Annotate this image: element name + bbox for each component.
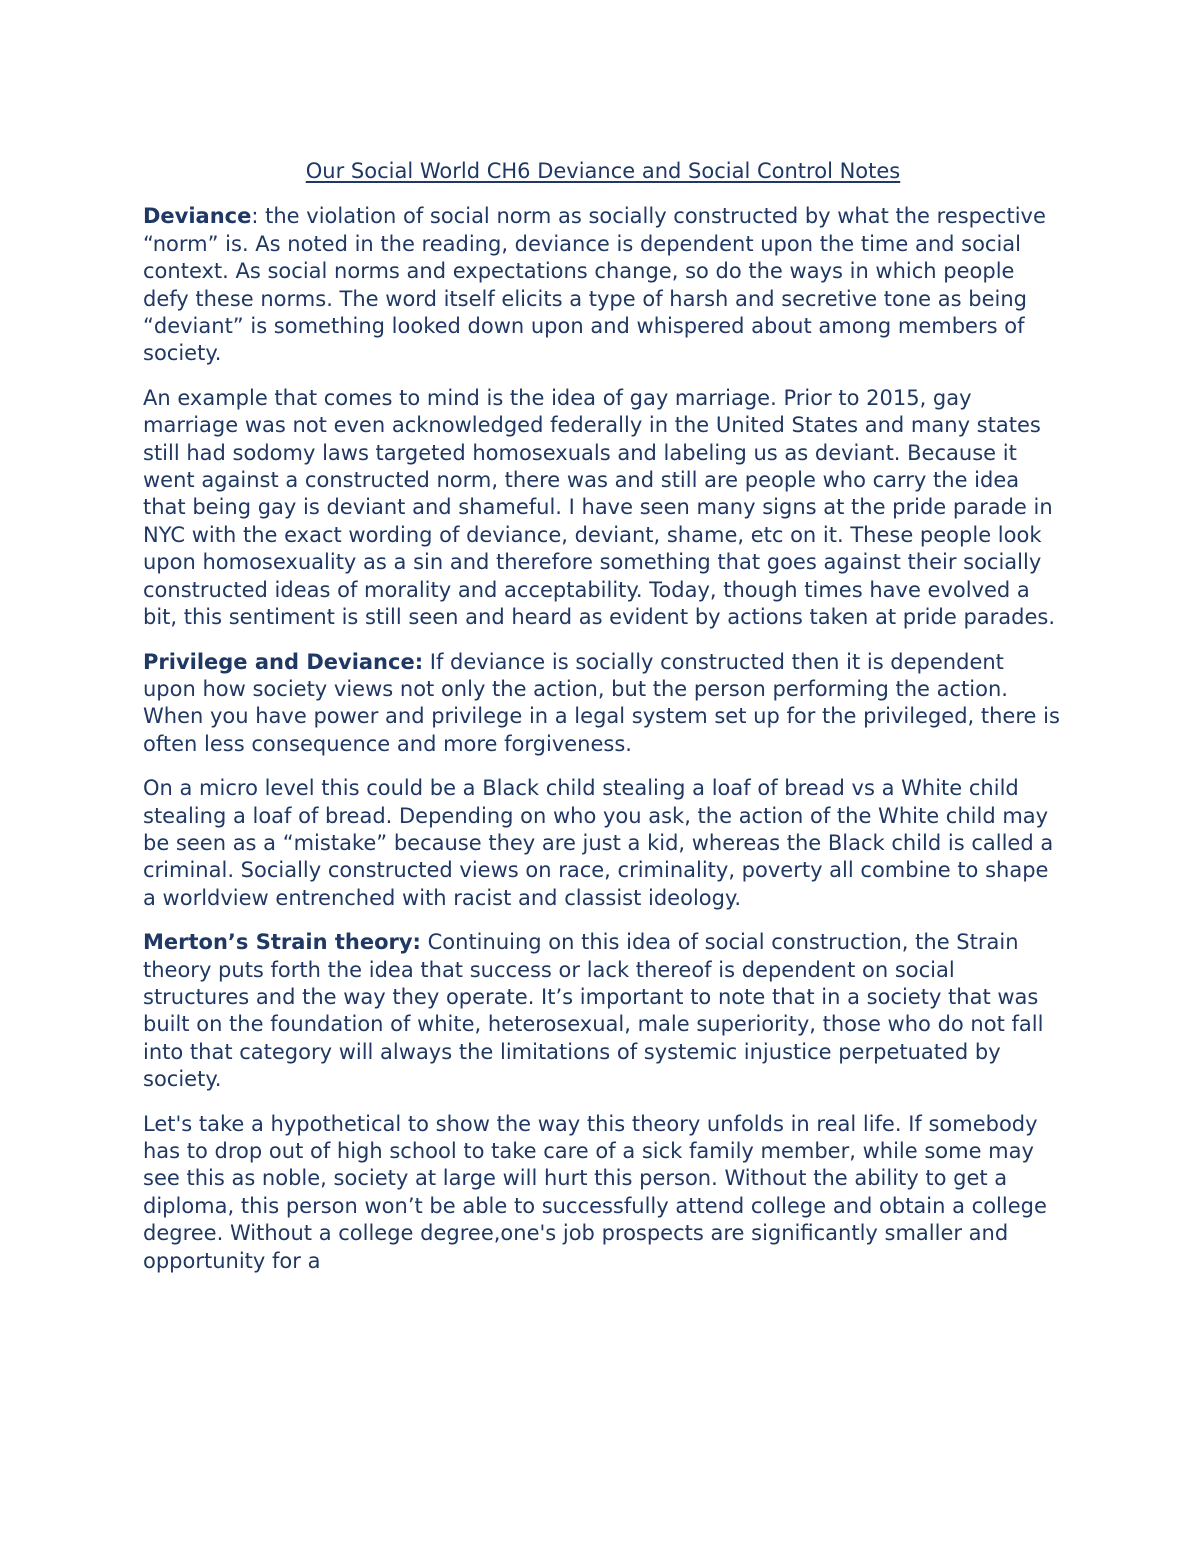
paragraph-text: On a micro level this could be a Black child stealing a loaf of bread vs a White child stealing a loaf of bread. Depending on who you ask, the action of the White child may be seen as a “mistake” because they are just a kid, whereas the Black child is called a criminal. Socially constructed views on race, criminality, poverty all combine to shape a worldview entrenched with racist and classist ideology. — [143, 776, 1054, 910]
paragraph-micro-level-example — [143, 775, 1063, 912]
term-deviance: Deviance — [143, 204, 252, 229]
paragraph-merton-strain-theory — [143, 929, 1063, 1093]
paragraph-gay-marriage-example — [143, 385, 1063, 632]
paragraph-deviance — [143, 203, 1063, 367]
paragraph-text: If deviance is socially constructed then it is dependent upon how society views not only the action, but the person performing the action. When you have power and privilege in a legal system set up for the privileged, there is often less consequence and more forgiveness. — [143, 649, 1060, 756]
paragraph-text: Continuing on this idea of social construction, the Strain theory puts forth the idea that success or lack thereof is dependent on social structures and the way they operate. It’s important to note that in a society that was built on the foundation of white, heterosexual, male superiority, those who do not fall into that category will always the limitations of systemic injustice perpetuated by society. — [143, 930, 1044, 1092]
term-merton-strain-theory: Merton’s Strain theory: — [143, 930, 421, 955]
document-title: Our Social World CH6 Deviance and Social Control Notes — [305, 159, 901, 183]
term-privilege-and-deviance: Privilege and Deviance: — [143, 649, 424, 674]
paragraph-privilege-and-deviance — [143, 649, 1063, 759]
paragraph-text: : the violation of social norm as socially constructed by what the respective “norm” is. As noted in the reading, deviance is dependent upon the time and social context. As social norms and expectations change, so do the ways in which people defy these norms. The word itself elicits a type of harsh and secretive tone as being “deviant” is something looked down upon and whispered about among members of society. — [143, 204, 1046, 366]
document-body — [143, 158, 1063, 1292]
paragraph-text: Let's take a hypothetical to show the way this theory unfolds in real life. If somebody has to drop out of high school to take care of a sick family member, while some may see this as noble, society at large will hurt this person. Without the ability to get a diploma, this person won’t be able to successfully attend college and obtain a college degree. Without a college degree,one's job prospects are significantly smaller and opportunity for a — [143, 1111, 1047, 1273]
paragraph-text: An example that comes to mind is the idea of gay marriage. Prior to 2015, gay marriage was not even acknowledged federally in the United States and many states still had sodomy laws targeted homosexuals and labeling us as deviant. Because it went against a constructed norm, there was and still are people who carry the idea that being gay is deviant and shameful. I have seen many signs at the pride parade in NYC with the exact wording of deviance, deviant, shame, etc on it. These people look upon homosexuality as a sin and therefore something that goes against their socially constructed ideas of morality and acceptability. Today, though times have evolved a bit, this sentiment is still seen and heard as evident by actions taken at pride parades. — [143, 385, 1056, 630]
paragraph-hypothetical-example — [143, 1111, 1063, 1275]
